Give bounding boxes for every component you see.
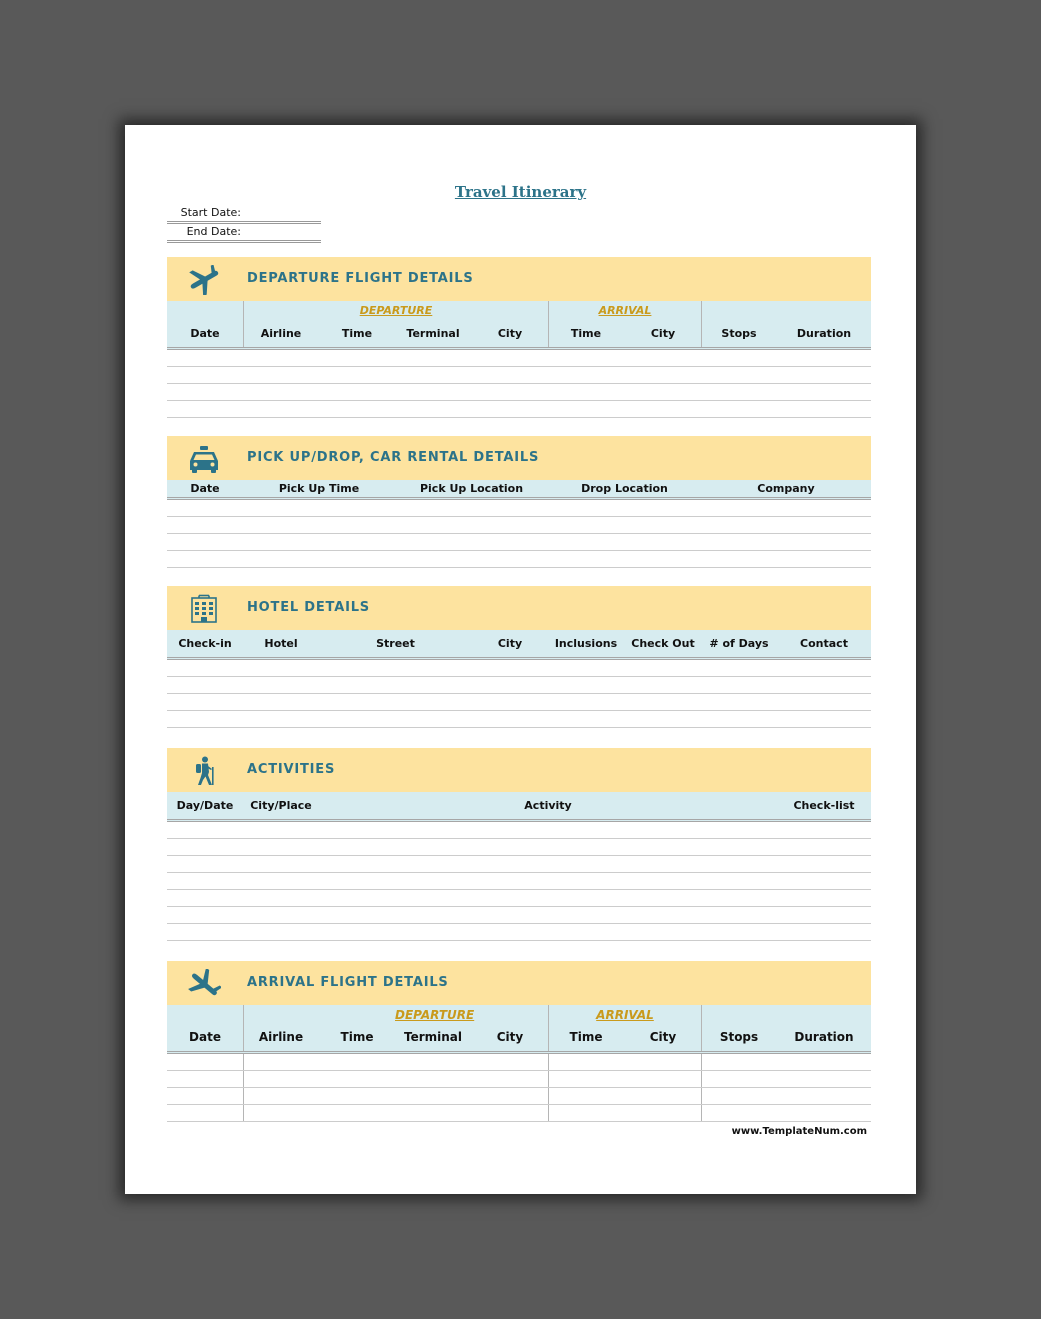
col-inclusions: Inclusions	[554, 637, 618, 650]
table-row[interactable]	[167, 1088, 871, 1105]
table-row[interactable]	[167, 924, 871, 941]
hotel-section	[167, 586, 871, 728]
table-row[interactable]	[167, 350, 871, 367]
table-row[interactable]	[167, 534, 871, 551]
arrival-group-label: ARRIVAL	[598, 304, 652, 317]
airplane-landing-icon	[187, 969, 221, 999]
col-pickup-time: Pick Up Time	[278, 482, 360, 495]
col-departure-time: Time	[340, 1030, 374, 1044]
col-date: Date	[190, 482, 220, 495]
table-row[interactable]	[167, 401, 871, 418]
table-row[interactable]	[167, 500, 871, 517]
start-date-field[interactable]	[167, 205, 321, 224]
col-arrival-time: Time	[570, 327, 602, 340]
table-row[interactable]	[167, 1105, 871, 1122]
departure-group-label: DEPARTURE	[395, 1008, 475, 1022]
activities-header	[167, 748, 871, 792]
col-contact: Contact	[800, 637, 848, 650]
col-hotel: Hotel	[264, 637, 298, 650]
departure-flight-header	[167, 257, 871, 301]
col-num-days: # of Days	[709, 637, 769, 650]
col-airline: Airline	[258, 1030, 304, 1044]
table-row[interactable]	[167, 1054, 871, 1071]
airplane-takeoff-icon	[187, 265, 221, 295]
hotel-header	[167, 586, 871, 630]
table-row[interactable]	[167, 873, 871, 890]
col-duration: Duration	[796, 327, 852, 340]
car-rental-columns	[167, 480, 871, 500]
departure-flight-section	[167, 257, 871, 418]
table-row[interactable]	[167, 856, 871, 873]
car-rental-section	[167, 436, 871, 568]
table-row[interactable]	[167, 907, 871, 924]
col-city-place: City/Place	[250, 799, 312, 812]
page-title: Travel Itinerary	[454, 183, 587, 201]
col-activity: Activity	[524, 799, 572, 812]
col-departure-city: City	[496, 1030, 524, 1044]
table-row[interactable]	[167, 660, 871, 677]
table-row[interactable]	[167, 1071, 871, 1088]
hotel-building-icon	[187, 594, 221, 624]
table-row[interactable]	[167, 367, 871, 384]
column-divider	[548, 1005, 549, 1051]
hotel-title: HOTEL DETAILS	[247, 600, 370, 615]
activities-section	[167, 748, 871, 941]
end-date-field[interactable]	[167, 224, 321, 243]
hotel-columns	[167, 630, 871, 660]
col-street: Street	[376, 637, 415, 650]
col-stops: Stops	[721, 327, 757, 340]
col-check-out: Check Out	[631, 637, 695, 650]
activities-columns	[167, 792, 871, 822]
table-row[interactable]	[167, 677, 871, 694]
table-row[interactable]	[167, 839, 871, 856]
table-row[interactable]	[167, 551, 871, 568]
arrival-flight-title: ARRIVAL FLIGHT DETAILS	[247, 975, 449, 990]
col-pickup-location: Pick Up Location	[419, 482, 524, 495]
start-date-label: Start Date:	[180, 206, 241, 219]
col-checklist: Check-list	[793, 799, 855, 812]
col-duration: Duration	[794, 1030, 854, 1044]
col-departure-city: City	[497, 327, 523, 340]
col-date: Date	[189, 1030, 221, 1044]
table-row[interactable]	[167, 694, 871, 711]
footer-website: www.TemplateNum.com	[731, 1126, 867, 1137]
col-terminal: Terminal	[403, 1030, 463, 1044]
arrival-flight-columns	[167, 1005, 871, 1054]
table-row[interactable]	[167, 890, 871, 907]
column-divider	[701, 301, 702, 347]
col-stops: Stops	[719, 1030, 759, 1044]
column-divider	[701, 1005, 702, 1051]
car-rental-title: PICK UP/DROP, CAR RENTAL DETAILS	[247, 450, 540, 465]
col-company: Company	[757, 482, 815, 495]
car-rental-header	[167, 436, 871, 480]
col-departure-time: Time	[341, 327, 373, 340]
departure-flight-title: DEPARTURE FLIGHT DETAILS	[247, 271, 474, 286]
column-divider	[243, 301, 244, 347]
col-date: Date	[190, 327, 220, 340]
col-city: City	[497, 637, 523, 650]
column-divider	[243, 1005, 244, 1051]
activities-title: ACTIVITIES	[247, 762, 336, 777]
arrival-group-label: ARRIVAL	[596, 1008, 654, 1022]
activities-rows	[167, 822, 871, 941]
col-airline: Airline	[260, 327, 302, 340]
col-terminal: Terminal	[406, 327, 460, 340]
col-day-date: Day/Date	[176, 799, 234, 812]
departure-flight-rows	[167, 350, 871, 418]
col-check-in: Check-in	[178, 637, 232, 650]
col-arrival-city: City	[650, 327, 676, 340]
table-row[interactable]	[167, 384, 871, 401]
table-row[interactable]	[167, 711, 871, 728]
hotel-rows	[167, 660, 871, 728]
col-drop-location: Drop Location	[581, 482, 668, 495]
table-row[interactable]	[167, 517, 871, 534]
departure-flight-columns	[167, 301, 871, 350]
end-date-label: End Date:	[186, 225, 241, 238]
itinerary-page	[125, 125, 916, 1194]
taxi-icon	[187, 444, 221, 474]
col-arrival-time: Time	[569, 1030, 603, 1044]
arrival-flight-header	[167, 961, 871, 1005]
arrival-flight-rows	[167, 1054, 871, 1122]
car-rental-rows	[167, 500, 871, 568]
col-arrival-city: City	[649, 1030, 677, 1044]
column-divider	[548, 301, 549, 347]
departure-group-label: DEPARTURE	[359, 304, 433, 317]
arrival-flight-section	[167, 961, 871, 1122]
hiker-icon	[187, 756, 221, 786]
table-row[interactable]	[167, 822, 871, 839]
